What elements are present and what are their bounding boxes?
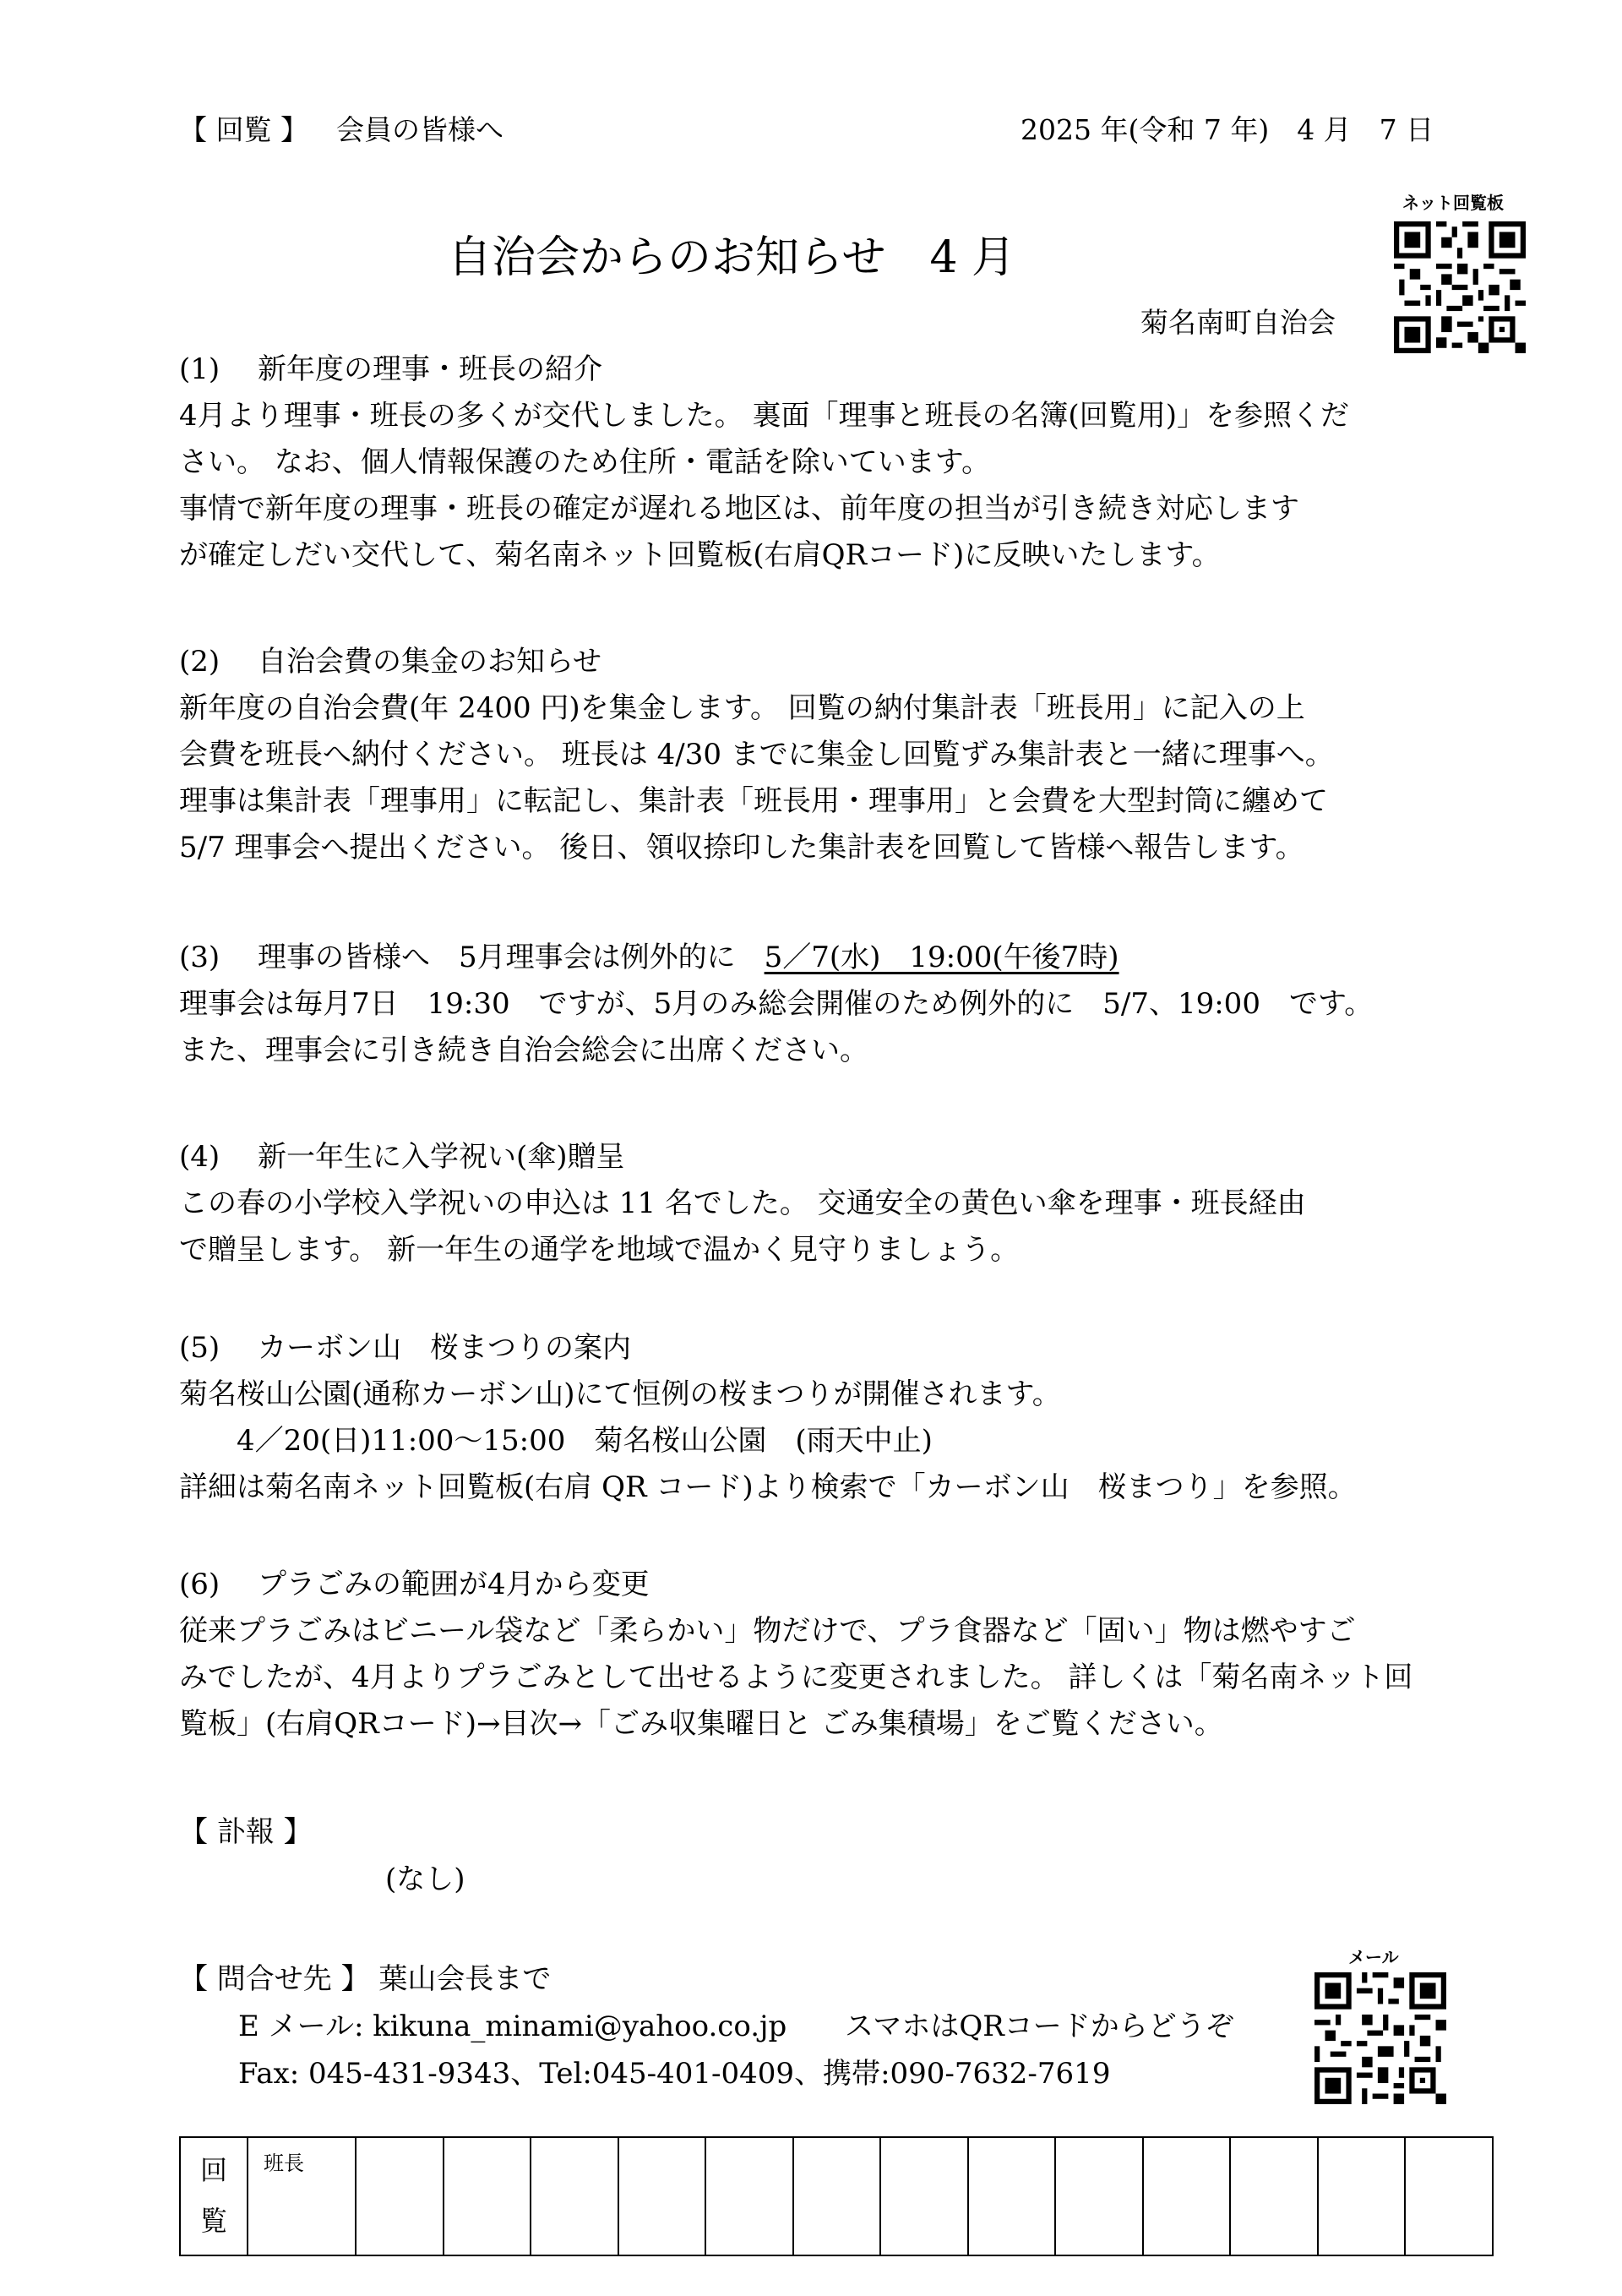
circulation-label-cell	[180, 2137, 248, 2255]
organization-name: 菊名南町自治会	[1140, 306, 1336, 339]
circulation-cell[interactable]	[1143, 2137, 1231, 2255]
circulation-cell[interactable]	[356, 2137, 444, 2255]
circulation-cell[interactable]	[1055, 2137, 1143, 2255]
circulation-label-2: 覧	[199, 2205, 227, 2237]
obituary-content: (なし)	[385, 1862, 465, 1896]
section-4	[179, 1134, 1306, 1273]
contact-email[interactable]: E メール: kikuna_minami@yahoo.co.jp	[238, 2010, 787, 2043]
circulation-cell[interactable]	[968, 2137, 1056, 2255]
section-line: で贈呈します。 新一年生の通学を地域で温かく見守りましょう。	[179, 1233, 1020, 1267]
section-5	[179, 1325, 1357, 1511]
circulation-cell[interactable]	[1405, 2137, 1493, 2255]
page-title: 自治会からのお知らせ 4 月	[448, 232, 1016, 283]
section-line: 理事会は毎月7日 19:30 ですが、5月のみ総会開催のため例外的に 5/7、19:00 です。	[179, 987, 1374, 1021]
circulation-cell[interactable]	[880, 2137, 968, 2255]
section-line: 詳細は菊名南ネット回覧板(右肩 QR コード)より検索で「カーボン山 桜まつり」を参照。	[179, 1470, 1357, 1504]
circulation-cell[interactable]	[705, 2137, 793, 2255]
qr-code-icon[interactable]	[1394, 221, 1526, 353]
section-heading: (4) 新一年生に入学祝い(傘)贈呈	[179, 1140, 625, 1174]
section-heading	[179, 935, 1373, 981]
section-line: 新年度の自治会費(年 2400 円)を集金します。 回覧の納付集計表「班長用」に記入の上	[179, 691, 1305, 725]
kairan-tag: 【 回覧 】	[179, 113, 308, 146]
contact-phone: Fax: 045-431-9343、Tel:045-401-0409、携帯:090-7632-7619	[238, 2057, 1111, 2091]
section-line: 4／20(日)11:00～15:00 菊名桜山公園 (雨天中止)	[179, 1424, 933, 1458]
circulation-table	[179, 2136, 1494, 2256]
section-line: みでしたが、4月よりプラごみとして出せるように変更されました。 詳しくは「菊名南ネット回	[179, 1661, 1413, 1694]
section-line: 理事は集計表「理事用」に転記し、集計表「班長用・理事用」と会費を大型封筒に纏めて	[179, 784, 1328, 818]
circulation-first-cell-label: 班長	[264, 2151, 304, 2175]
section-line: が確定しだい交代して、菊名南ネット回覧板(右肩QRコード)に反映いたします。	[179, 538, 1221, 572]
section-heading: (2) 自治会費の集金のお知らせ	[179, 645, 601, 679]
section-line: この春の小学校入学祝いの申込は 11 名でした。 交通安全の黄色い傘を理事・班長経由	[179, 1186, 1306, 1220]
section-line: 会費を班長へ納付ください。 班長は 4/30 までに集金し回覧ずみ集計表と一緒に理事へ。	[179, 738, 1334, 772]
section-line: また、理事会に引き続き自治会総会に出席ください。	[179, 1033, 868, 1067]
circulation-cell-hancho[interactable]	[248, 2137, 356, 2255]
smartphone-note: スマホはQRコードからどうぞ	[845, 2010, 1234, 2043]
qr-top-label: ネット回覧板	[1402, 193, 1504, 213]
circulation-cell[interactable]	[618, 2137, 706, 2255]
section-line: 4月より理事・班長の多くが交代しました。 裏面「理事と班長の名簿(回覧用)」を参照くだ	[179, 399, 1349, 433]
section-1	[179, 346, 1349, 579]
section-line: 従来プラごみはビニール袋など「柔らかい」物だけで、プラ食器など「固い」物は燃やすご	[179, 1614, 1356, 1648]
contact-heading: 【 問合せ先 】 葉山会長まで	[179, 1962, 552, 1996]
section-heading-text: (3) 理事の皆様へ 5月理事会は例外的に	[179, 941, 736, 974]
circulation-cell[interactable]	[1230, 2137, 1318, 2255]
circulation-cell[interactable]	[1318, 2137, 1406, 2255]
date-line: 2025 年(令和 7 年) 4 月 7 日	[1021, 113, 1434, 146]
section-heading: (1) 新年度の理事・班長の紹介	[179, 352, 602, 386]
obituary-heading: 【 訃報 】	[179, 1815, 313, 1849]
section-heading: (6) プラごみの範囲が4月から変更	[179, 1568, 650, 1601]
section-3	[179, 935, 1373, 1074]
section-heading: (5) カーボン山 桜まつりの案内	[179, 1331, 631, 1365]
circulation-cell[interactable]	[531, 2137, 618, 2255]
mail-qr-code-icon[interactable]	[1314, 1972, 1446, 2104]
section-2	[179, 639, 1334, 871]
section-line: 事情で新年度の理事・班長の確定が遅れる地区は、前年度の担当が引き続き対応します	[179, 492, 1299, 526]
section-line: 菊名桜山公園(通称カーボン山)にて恒例の桜まつりが開催されます。	[179, 1377, 1061, 1411]
qr-mail-label: メール	[1348, 1947, 1399, 1967]
section-line: 覧板」(右肩QRコード)→目次→「ごみ収集曜日と ごみ集積場」をご覧ください。	[179, 1707, 1223, 1741]
recipient-line: 会員の皆様へ	[336, 113, 503, 146]
section-line: さい。 なお、個人情報保護のため住所・電話を除いています。	[179, 445, 991, 479]
circulation-label-1: 回	[199, 2154, 227, 2186]
circulation-cell[interactable]	[793, 2137, 881, 2255]
section-line: 5/7 理事会へ提出ください。 後日、領収捺印した集計表を回覧して皆様へ報告します。	[179, 831, 1304, 864]
section-6	[179, 1562, 1412, 1748]
meeting-date-emphasis: 5／7(水) 19:00(午後7時)	[764, 941, 1119, 974]
circulation-cell[interactable]	[444, 2137, 531, 2255]
